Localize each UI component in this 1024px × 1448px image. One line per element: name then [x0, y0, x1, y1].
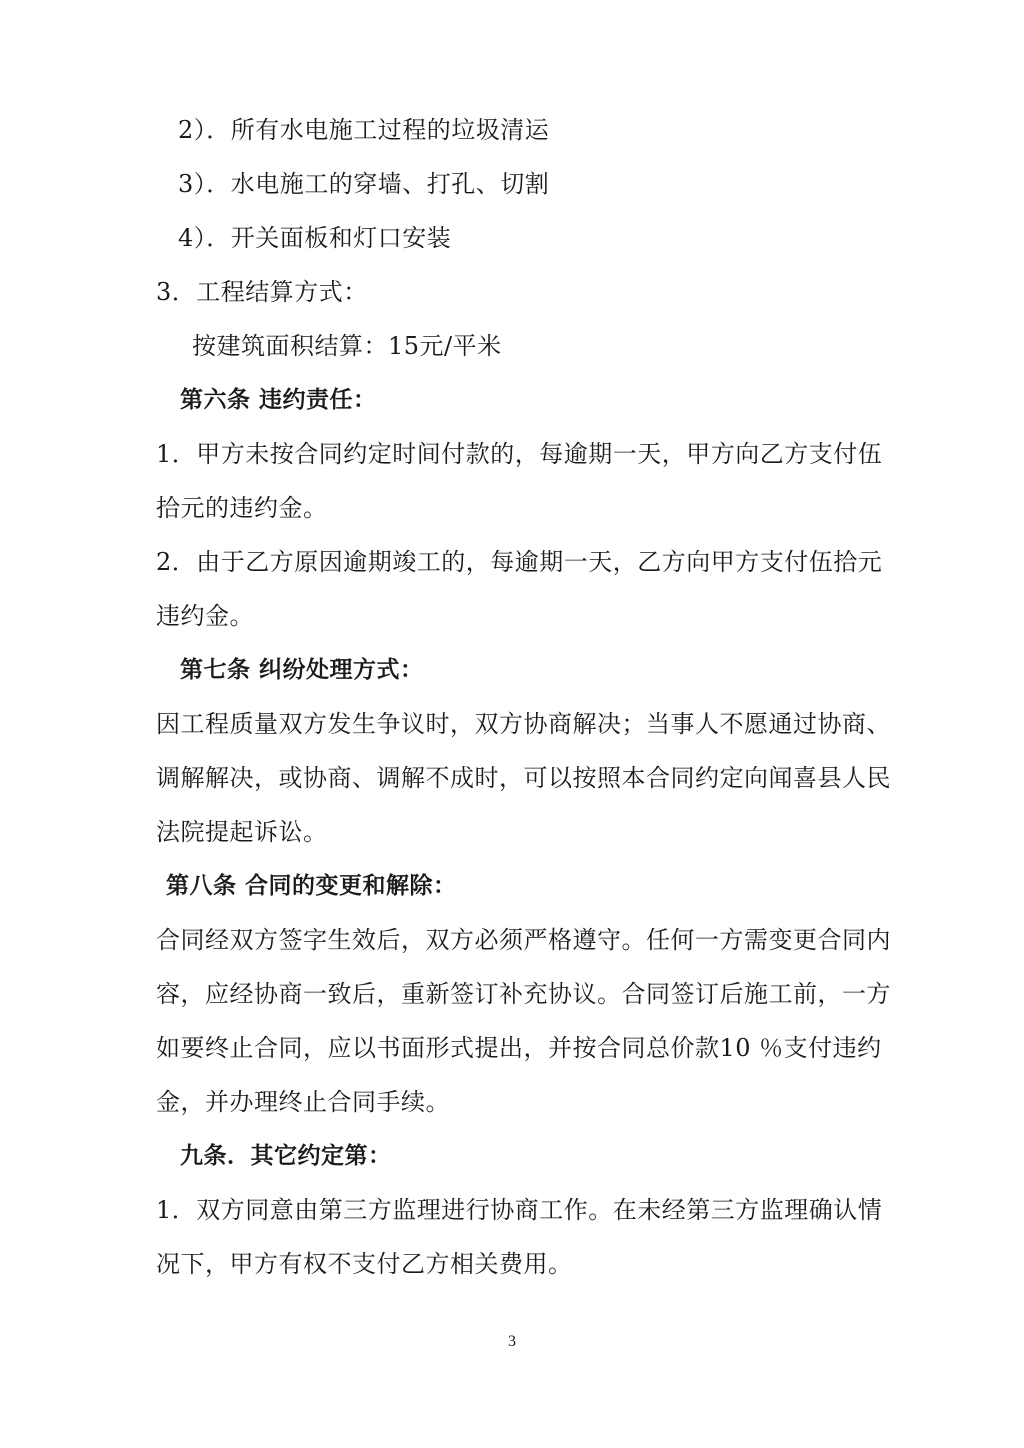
paragraph-line: 因工程质量双方发生争议时，双方协商解决；当事人不愿通过协商、 [156, 710, 891, 738]
paragraph-line: 调解解决，或协商、调解不成时，可以按照本合同约定向闻喜县人民 [156, 764, 891, 792]
paragraph-line: 2．由于乙方原因逾期竣工的，每逾期一天，乙方向甲方支付伍拾元 [156, 548, 883, 576]
paragraph-line: 1．双方同意由第三方监理进行协商工作。在未经第三方监理确认情 [156, 1196, 883, 1224]
paragraph-line: 按建筑面积结算：15元/平米 [192, 332, 502, 360]
list-item: 4）．开关面板和灯口安装 [178, 224, 452, 252]
section-label: 3．工程结算方式： [156, 278, 368, 306]
list-item: 3）．水电施工的穿墙、打孔、切割 [178, 170, 550, 198]
paragraph-line: 1．甲方未按合同约定时间付款的，每逾期一天，甲方向乙方支付伍 [156, 440, 883, 468]
paragraph-line: 合同经双方签字生效后，双方必须严格遵守。任何一方需变更合同内 [156, 926, 891, 954]
article-heading: 第八条 合同的变更和解除： [166, 873, 457, 899]
list-item: 2）．所有水电施工过程的垃圾清运 [178, 116, 550, 144]
paragraph-line: 况下，甲方有权不支付乙方相关费用。 [156, 1250, 573, 1278]
article-heading: 九条．其它约定第： [180, 1143, 392, 1169]
paragraph-line: 容，应经协商一致后，重新签订补充协议。合同签订后施工前，一方 [156, 980, 891, 1008]
paragraph-line: 违约金。 [156, 602, 254, 630]
article-heading: 第七条 纠纷处理方式： [180, 657, 424, 683]
article-heading: 第六条 违约责任： [180, 387, 377, 413]
paragraph-line: 拾元的违约金。 [156, 494, 328, 522]
paragraph-line: 金，并办理终止合同手续。 [156, 1088, 450, 1116]
paragraph-line: 如要终止合同，应以书面形式提出，并按合同总价款10 ％支付违约 [156, 1034, 882, 1062]
page-number: 3 [508, 1333, 516, 1350]
paragraph-line: 法院提起诉讼。 [156, 818, 328, 846]
